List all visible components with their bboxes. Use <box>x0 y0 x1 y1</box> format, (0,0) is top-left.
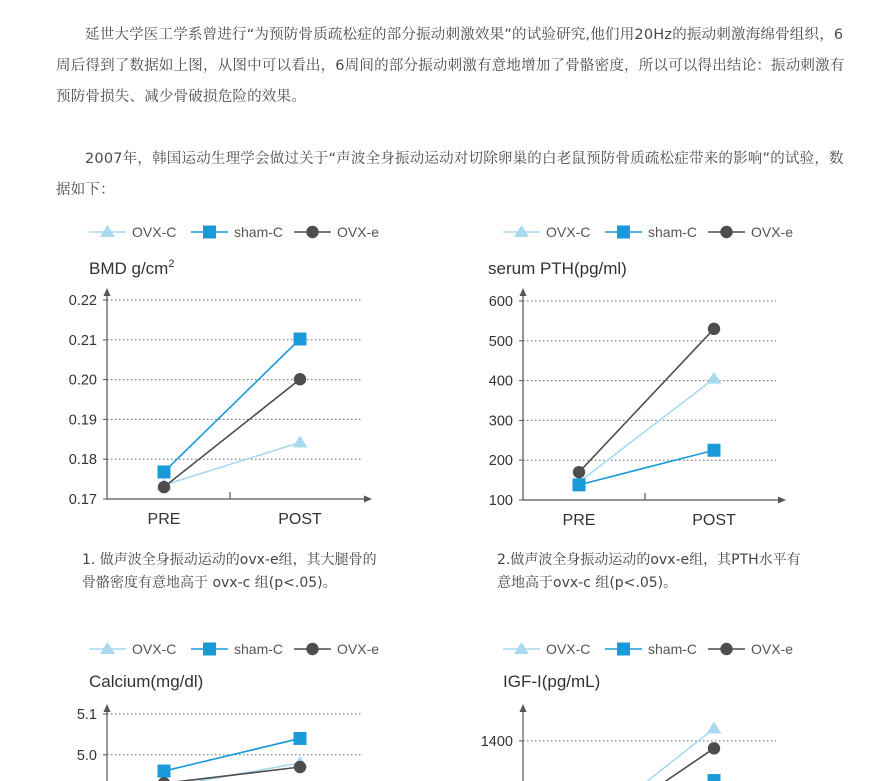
chart-title: IGF-I(pg/mL) <box>503 672 601 691</box>
legend-marker-ovx-e <box>306 226 318 238</box>
legend-marker-ovx-c <box>100 642 115 654</box>
caption-line: 意地高于ovx-c 组(p<.05)。 <box>497 575 678 591</box>
y-axis-arrow <box>104 704 111 712</box>
series-line-sham-c <box>164 339 300 472</box>
y-axis-arrow <box>104 288 111 296</box>
series-line-ovx-c <box>579 729 714 781</box>
y-tick-label: 0.22 <box>68 293 97 309</box>
x-axis-arrow <box>778 497 786 504</box>
x-tick-label: PRE <box>562 512 596 529</box>
y-tick-label: 600 <box>488 294 513 310</box>
legend-marker-sham-c <box>203 643 216 656</box>
caption-line: 骨骼密度有意地高于 ovx-c 组(p<.05)。 <box>82 575 337 591</box>
legend-marker-ovx-c <box>100 225 115 237</box>
data-point-ovx-c-post <box>293 435 308 447</box>
data-point-ovx-e-post <box>294 761 306 773</box>
x-tick-label: PRE <box>147 511 181 528</box>
legend-marker-sham-c <box>617 226 630 239</box>
legend-marker-sham-c <box>203 226 216 239</box>
y-tick-label: 0.21 <box>68 332 97 349</box>
data-point-sham-c-pre <box>158 465 171 478</box>
y-tick-label: 100 <box>488 493 513 509</box>
chart-title: BMD $g/cm^2$ <box>89 258 175 278</box>
series-line-ovx-e <box>164 767 300 781</box>
data-point-ovx-e-pre <box>158 481 170 493</box>
line-chart-3 <box>77 672 362 781</box>
legend-marker-ovx-c <box>514 642 529 654</box>
x-axis-arrow <box>364 496 372 503</box>
legend-label: OVX-C <box>132 224 177 240</box>
data-point-sham-c-pre <box>158 765 171 778</box>
y-axis-arrow <box>520 288 527 296</box>
data-point-ovx-c-post <box>707 722 722 734</box>
y-tick-label: 5.1 <box>76 707 97 723</box>
data-point-sham-c-post <box>708 774 721 781</box>
legend-label: sham-C <box>234 224 284 240</box>
series-line-ovx-c <box>579 379 714 482</box>
data-point-sham-c-post <box>294 333 307 346</box>
y-tick-label: 300 <box>488 413 513 430</box>
legend-label: OVX-C <box>132 641 177 657</box>
chart-title: Calcium(mg/dl) <box>89 672 204 691</box>
chart-legend-2 <box>503 224 793 240</box>
y-tick-label: 0.20 <box>68 372 97 389</box>
legend-label: OVX-e <box>337 641 380 657</box>
chart-legend-3 <box>89 641 379 657</box>
data-point-sham-c-post <box>708 444 721 457</box>
y-tick-label: 400 <box>488 373 513 390</box>
data-point-ovx-e-post <box>708 742 720 754</box>
data-point-ovx-e-post <box>294 373 306 385</box>
series-line-ovx-e <box>579 748 714 781</box>
chart-title: serum PTH(pg/ml) <box>488 259 627 278</box>
legend-marker-ovx-e <box>720 643 732 655</box>
legend-label: OVX-C <box>546 224 591 240</box>
caption-line: 2.做声波全身振动运动的ovx-e组，其PTH水平有 <box>497 552 801 568</box>
data-point-ovx-e-post <box>708 323 720 335</box>
series-line-ovx-c <box>164 442 300 485</box>
y-tick-label: 500 <box>488 333 513 350</box>
legend-label: OVX-e <box>751 641 794 657</box>
chart-title-superscript: 2 <box>168 258 175 270</box>
chart-legend-4 <box>503 641 793 657</box>
y-tick-label: 200 <box>488 453 513 470</box>
chart-caption-bmd <box>82 549 412 595</box>
y-tick-label: 5.0 <box>76 747 97 764</box>
chart-caption-pth <box>497 549 837 595</box>
line-chart-1 <box>69 258 372 528</box>
data-point-ovx-e-pre <box>573 466 585 478</box>
legend-marker-ovx-e <box>720 226 732 238</box>
y-tick-label: 0.19 <box>68 412 97 429</box>
series-line-ovx-e <box>579 329 714 472</box>
legend-label: OVX-e <box>751 224 794 240</box>
data-point-ovx-e-pre <box>158 777 170 781</box>
legend-marker-ovx-e <box>306 643 318 655</box>
y-axis-arrow <box>520 704 527 712</box>
intro-paragraph-1: 延世大学医工学系曾进行“为预防骨质疏松症的部分振动刺激效果”的试验研究,他们用20Hz的振动刺激海绵骨组织，6周后得到了数据如上图，从图中可以看出，6周间的部分振动刺激有意地增加了骨骼密度，所以可以得出结论：振动刺激有预防骨损失、减少骨破损危险的效果。 <box>56 27 845 105</box>
legend-marker-sham-c <box>617 643 630 656</box>
legend-label: sham-C <box>648 641 698 657</box>
intro-paragraph-2: 2007年，韩国运动生理学会做过关于“声波全身振动运动对切除卵巢的白老鼠预防骨质疏松症带来的影响”的试验，数据如下： <box>56 151 844 198</box>
legend-label: sham-C <box>234 641 284 657</box>
series-line-ovx-e <box>164 379 300 487</box>
line-chart-4 <box>481 672 776 781</box>
data-point-sham-c-post <box>294 732 307 745</box>
caption-line: 1. 做声波全身振动运动的ovx-e组，其大腿骨的 <box>82 552 377 568</box>
x-tick-label: POST <box>692 512 736 529</box>
legend-label: sham-C <box>648 224 698 240</box>
line-chart-2 <box>488 259 786 529</box>
y-tick-label: 0.17 <box>68 492 97 508</box>
data-point-sham-c-pre <box>573 478 586 491</box>
y-tick-label: 1400 <box>480 733 513 750</box>
x-tick-label: POST <box>278 511 322 528</box>
legend-marker-ovx-c <box>514 225 529 237</box>
y-tick-label: 0.18 <box>68 452 97 469</box>
chart-legend-1 <box>89 224 379 240</box>
data-point-ovx-c-post <box>707 372 722 384</box>
legend-label: OVX-C <box>546 641 591 657</box>
legend-label: OVX-e <box>337 224 380 240</box>
